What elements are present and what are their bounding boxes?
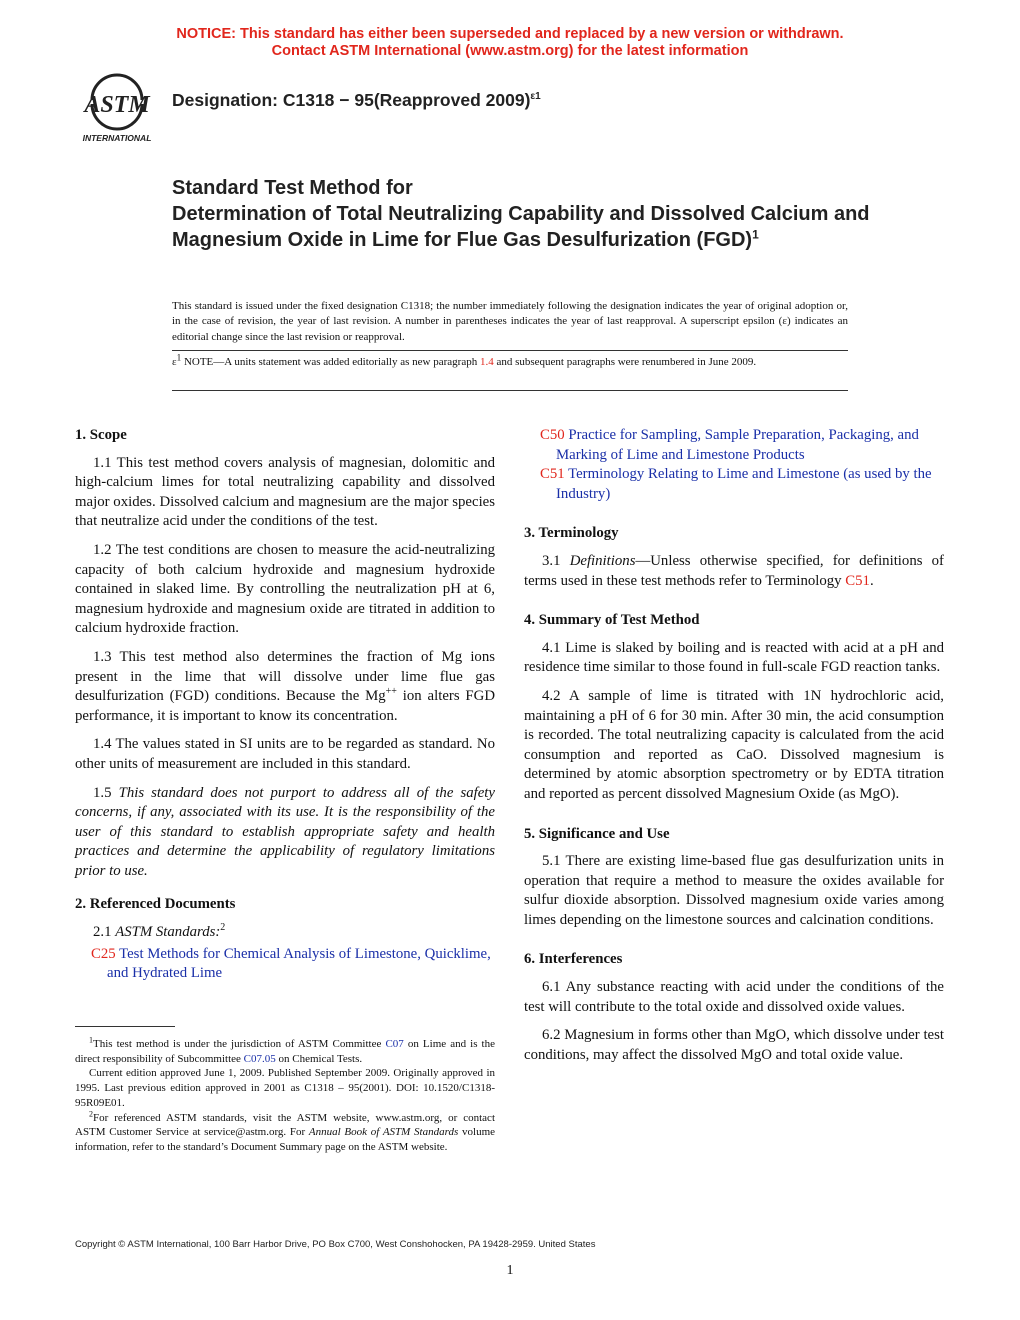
paragraph-2-1-number: 2.1 [93,924,116,941]
section-heading-significance: 5. Significance and Use [524,825,670,842]
divider [172,390,848,391]
epsilon-symbol: ε [172,356,177,368]
footnote-2 [75,1108,496,1155]
designation-label: Designation: C1318 − 95(Reapproved 2009) [172,90,531,110]
title-main [172,201,872,253]
reference-c25[interactable] [75,945,495,984]
section-heading-scope: 1. Scope [75,427,127,443]
reference-code[interactable]: C25 [91,945,116,962]
reference-c51[interactable] [524,465,944,504]
copyright-line: Copyright © ASTM International, 100 Barr Harbor Drive, PO Box C700, West Conshohocken, PA 19428-2959. United States [75,1239,596,1250]
epsilon-note-text-end: and subsequent paragraphs were renumbered in June 2009. [493,356,757,368]
left-column [75,426,495,984]
footnote-1-edition: Current edition approved June 1, 2009. Published September 2009. Originally approved in 1995. Last previous edition approved in 2001 as C1318 – 95(2001). DOI: 10.1520/C1318-95R09E01. [75,1067,495,1109]
standard-intro-note: This standard is issued under the fixed designation C1318; the number immediately following the designation indicates the year of original adoption or, in the case of revision, the year of last revision. A number in parentheses indicates the year of last reapproval. A superscript epsilon (ε) indicates an editorial change since the last revision or reapproval. [172,300,848,343]
logo-subtext: INTERNATIONAL [82,133,152,143]
section-heading-referenced-documents: 2. Referenced Documents [75,896,236,913]
paragraph-3-1 [524,552,944,591]
paragraph-4-1: 4.1 Lime is slaked by boiling and is reacted with acid at a pH and residence time similar to those found in full-scale FGD reaction tanks. [524,639,944,676]
paragraph-4-2: 4.2 A sample of lime is titrated with 1N hydrochloric acid, maintaining a pH of 6 for 30 min. After 30 min, the acid consumption is recorded. The total neutralizing capacity is calculated from the acid consumption and reported as CaO. Dissolved magnesium is determined by atomic absorption spectrometry or by EDTA titration and reported as percent dissolved Magnesium Oxide (as MgO). [524,687,944,802]
definitions-term: Definitions [569,552,636,569]
footnote-1-text: This test method is under the jurisdiction of ASTM Committee [93,1038,386,1050]
reference-title-link[interactable]: Terminology Relating to Lime and Limestone (as used by the Industry) [556,466,932,502]
right-column [524,426,944,1074]
reference-code[interactable]: C51 [540,466,565,483]
footnote-2-marker: 2 [89,1108,93,1118]
annual-book-title: Annual Book of ASTM Standards [308,1126,459,1139]
paragraph-1-1: 1.1 This test method covers analysis of magnesian, dolomitic and high-calcium limes for total neutralizing capability and dissolved major oxides. Dissolved calcium and magnesium are the major species that neutralize acid under the conditions of the test. [75,454,495,530]
document-title [172,175,872,253]
link-c51[interactable]: C51 [845,572,870,589]
footnote-1-marker: 1 [89,1035,93,1045]
section-heading-summary: 4. Summary of Test Method [524,612,700,629]
paragraph-6-2: 6.2 Magnesium in forms other than MgO, which dissolve under test conditions, may affect the dissolved MgO and total oxide value. [524,1027,944,1063]
title-footnote-ref: 1 [752,227,759,242]
footnote-2-text: For referenced ASTM standards, visit the ASTM website, www.astm.org, or contact ASTM Customer Service at service@astm.org. For [75,1111,495,1139]
paragraph-3-1-text: —Unless otherwise specified, for definitions of terms used in these test methods refer to Terminology [524,552,944,589]
mg-charge: ++ [385,686,397,698]
astm-standards-label: ASTM Standards: [115,924,221,941]
footnote-1-text-3: on Chemical Tests. [275,1052,363,1065]
link-c07-05[interactable]: C07.05 [243,1052,276,1065]
astm-logo [74,70,160,144]
notice-line-1: NOTICE: This standard has either been superseded and replaced by a new version or withdrawn. [176,26,844,42]
paragraph-3-1-number: 3.1 [542,552,570,569]
reference-title-link[interactable]: Test Methods for Chemical Analysis of Limestone, Quicklime, and Hydrated Lime [107,945,491,982]
footnotes [75,1037,495,1155]
paragraph-6-1: 6.1 Any substance reacting with acid under the conditions of the test will contribute to the total oxide and dissolved oxide values. [524,979,944,1015]
section-heading-interferences: 6. Interferences [524,951,623,968]
divider [172,350,848,351]
safety-statement: This standard does not purport to address all of the safety concerns, if any, associated with its use. It is the responsibility of the user of this standard to establish appropriate safety and health practices and determine the applicability of regulatory limitations prior to use. [75,784,495,879]
title-line-1: Standard Test Method for [172,177,413,199]
logo-text: ASTM [84,92,150,118]
footnote-1 [75,1037,495,1066]
paragraph-1-3-text-end: ion alters FGD performance, it is important to know its concentration. [75,688,496,724]
link-1-4[interactable]: 1.4 [479,356,494,368]
notice-line-2: Contact ASTM International (www.astm.org) for the latest information [271,43,749,59]
paragraph-2-1 [75,923,495,943]
paragraph-3-1-end: . [869,572,874,589]
reference-title-link[interactable]: Practice for Sampling, Sample Preparation, Packaging, and Marking of Lime and Limestone Products [556,427,919,463]
footnote-1-text-2: on Lime and is the direct responsibility of Subcommittee [75,1038,495,1065]
notice-banner [0,26,1020,60]
epsilon-sup: 1 [176,352,182,363]
page-number: 1 [506,1263,514,1278]
paragraph-1-2: 1.2 The test conditions are chosen to measure the acid-neutralizing capacity of both calcium hydroxide and magnesium hydroxide contained in slaked lime. By controlling the neutralization pH at 6, magnesium hydroxide and magnesium oxide are titrated in addition to calcium hydroxide fraction. [75,541,495,637]
reference-code[interactable]: C50 [540,427,565,443]
paragraph-1-3 [75,648,495,726]
paragraph-1-5-number: 1.5 [93,784,119,801]
designation-epsilon: ε1 [530,91,541,103]
paragraph-1-3-text: 1.3 This test method also determines the fraction of Mg ions present in the lime that will dissolve under lime flue gas desulfurization (FGD) conditions. Because the Mg [75,648,495,705]
paragraph-5-1: 5.1 There are existing lime-based flue gas desulfurization units in operation that require a method to measure the oxides available for sulfur dioxide absorption. Dissolved magnesium oxide varies among limes depending on the limestone sources and calcination conditions. [524,853,944,928]
title-main-text: Determination of Total Neutralizing Capability and Dissolved Calcium and Magnesium Oxide in Lime for Flue Gas Desulfurization (FGD) [172,203,870,251]
paragraph-1-5 [75,784,495,882]
designation [172,90,541,111]
link-c07[interactable]: C07 [385,1038,404,1050]
epsilon-note-text: NOTE—A units statement was added editorially as new paragraph [181,356,480,368]
section-heading-terminology: 3. Terminology [524,525,619,542]
footnote-divider [75,1026,175,1027]
reference-c50[interactable] [524,426,944,465]
paragraph-1-4: 1.4 The values stated in SI units are to be regarded as standard. No other units of measurement are included in this standard. [75,736,495,772]
footnote-2-text-end: volume information, refer to the standard’s Document Summary page on the ASTM website. [75,1126,496,1153]
footnote-ref-2: 2 [220,922,226,934]
epsilon-note [172,352,848,370]
